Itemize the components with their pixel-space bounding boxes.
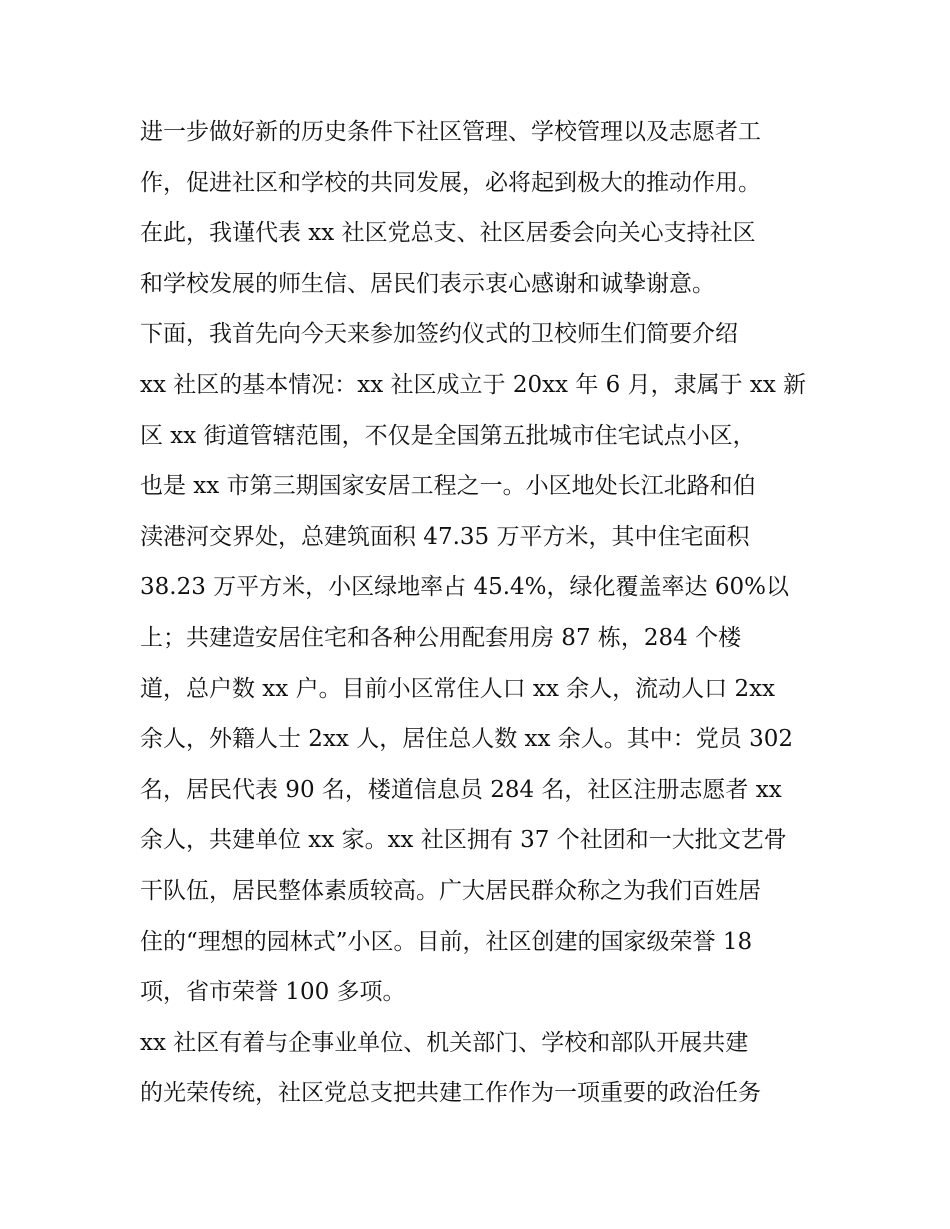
text-line: xx 社区的基本情况：xx 社区成立于 20xx 年 6 月，隶属于 xx 新 (140, 371, 807, 398)
text-line: 渎港河交界处，总建筑面积 47.35 万平方米，其中住宅面积 (140, 523, 750, 550)
text-line: 38.23 万平方米，小区绿地率占 45.4%，绿化覆盖率达 60%以 (140, 574, 789, 601)
text-line: 干队伍，居民整体素质较高。广大居民群众称之为我们百姓居 (140, 877, 761, 904)
text-line: 余人，外籍人士 2xx 人，居住总人数 xx 余人。其中：党员 302 (140, 726, 793, 753)
text-line: 道，总户数 xx 户。目前小区常住人口 xx 余人，流动人口 2xx (140, 675, 776, 702)
text-line: 的光荣传统，社区党总支把共建工作作为一项重要的政治任务 (140, 1080, 761, 1107)
text-line: xx 社区有着与企事业单位、机关部门、学校和部队开展共建 (140, 1029, 749, 1056)
text-line: 也是 xx 市第三期国家安居工程之一。小区地处长江北路和伯 (140, 473, 756, 500)
text-line: 进一步做好新的历史条件下社区管理、学校管理以及志愿者工 (140, 119, 761, 145)
text-line: 项，省市荣誉 100 多项。 (140, 979, 406, 1006)
text-line: 下面，我首先向今天来参加签约仪式的卫校师生们简要介绍 (140, 321, 738, 348)
document-body (140, 107, 820, 1119)
text-line: 上；共建造安居住宅和各种公用配套用房 87 栋，284 个楼 (140, 624, 742, 651)
text-line: 和学校发展的师生信、居民们表示衷心感谢和诚挚谢意。 (140, 270, 715, 297)
text-line: 余人，共建单位 xx 家。xx 社区拥有 37 个社团和一大批文艺骨 (140, 827, 787, 854)
text-line: 名，居民代表 90 名，楼道信息员 284 名，社区注册志愿者 xx (140, 776, 782, 803)
text-line: 作，促进社区和学校的共同发展，必将起到极大的推动作用。 (140, 169, 761, 196)
text-line: 在此，我谨代表 xx 社区党总支、社区居委会向关心支持社区 (140, 220, 756, 247)
text-line: 住的“理想的园林式”小区。目前，社区创建的国家级荣誉 18 (140, 928, 753, 955)
text-line: 区 xx 街道管辖范围，不仅是全国第五批城市住宅试点小区， (140, 422, 756, 449)
